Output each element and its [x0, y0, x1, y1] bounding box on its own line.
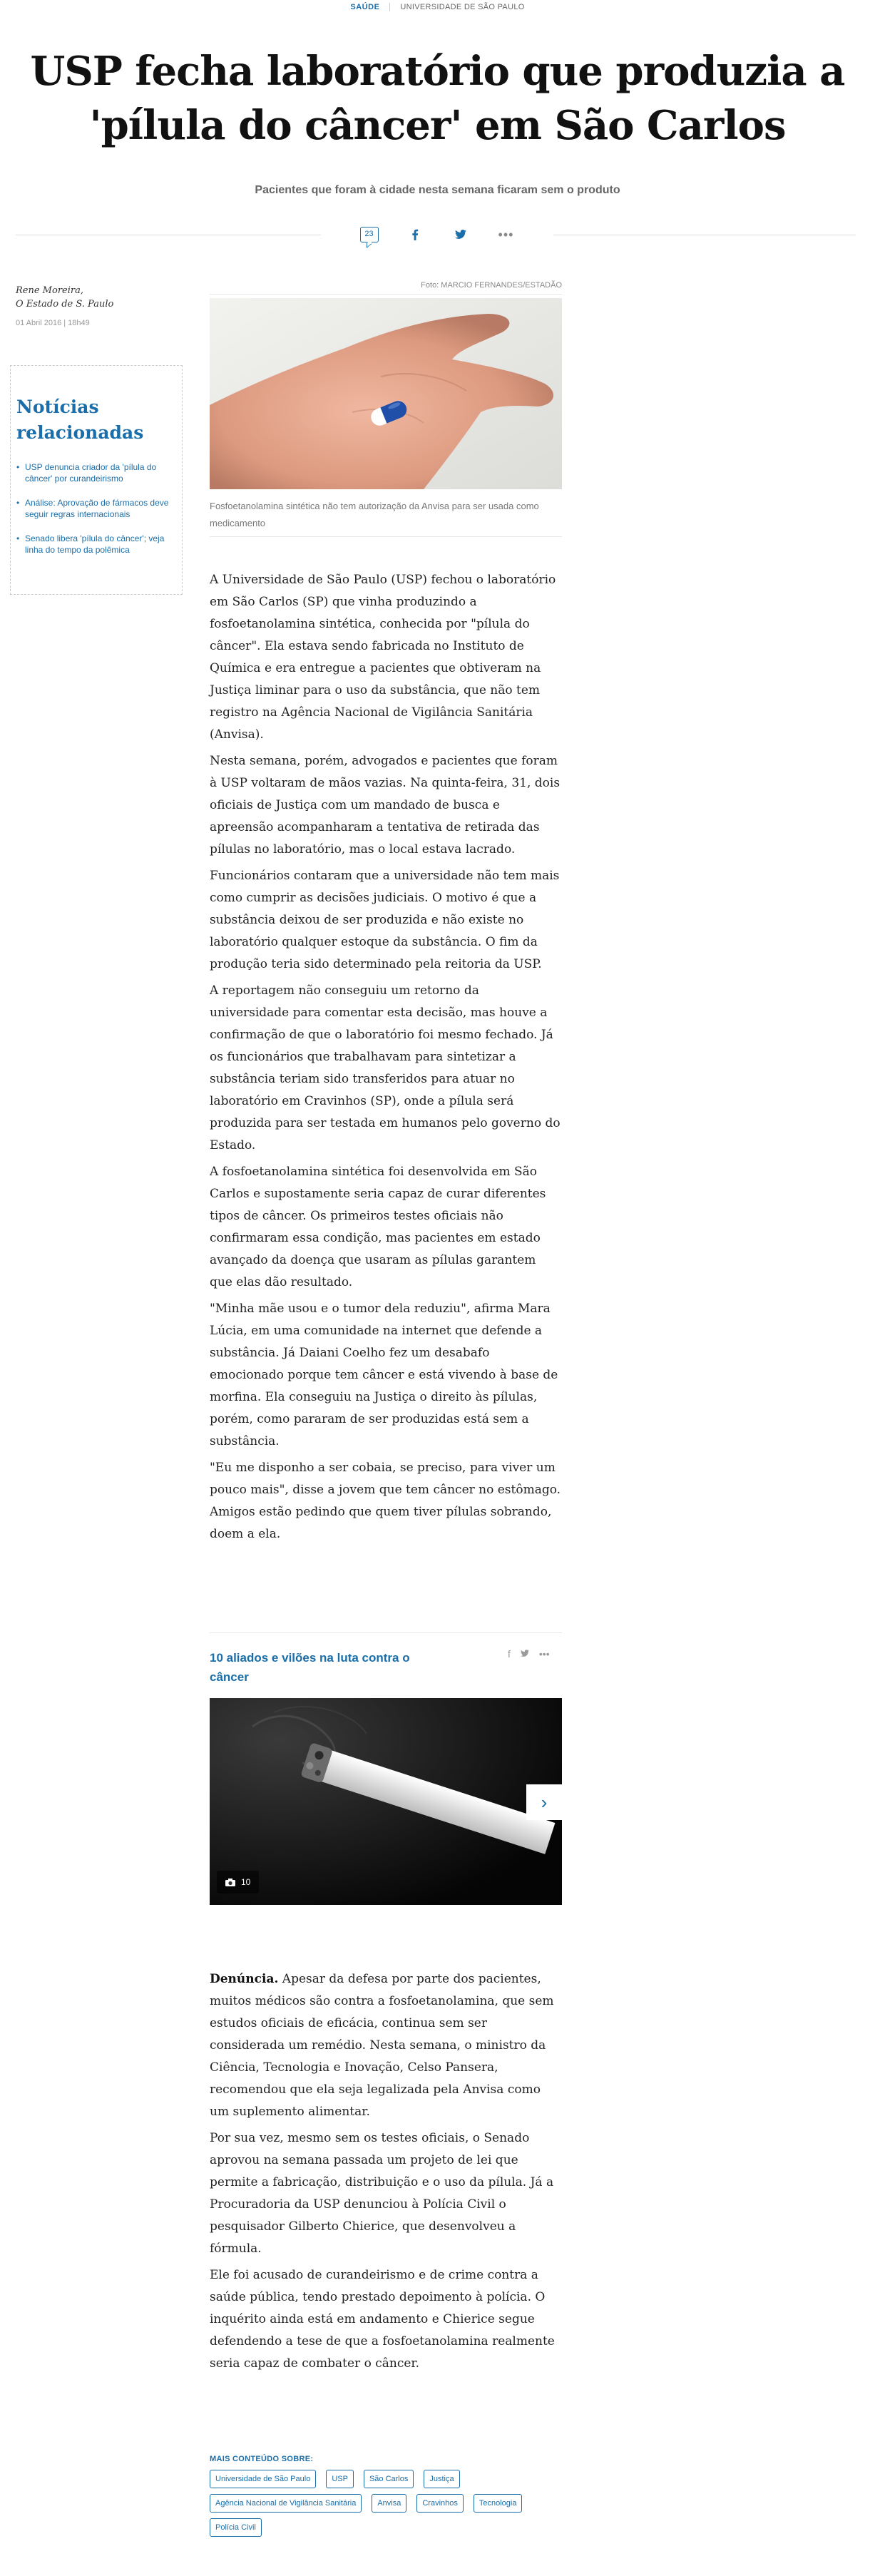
related-news-link[interactable]: • USP denuncia criador da 'pílula do câncer' por curandeirismo	[16, 461, 172, 484]
gallery-count: 10	[241, 1877, 251, 1887]
category-link[interactable]: SAÚDE	[350, 3, 380, 11]
photo-divider	[210, 294, 562, 295]
topic-tag[interactable]: Universidade de São Paulo	[210, 2470, 316, 2488]
topic-tag[interactable]: Polícia Civil	[210, 2518, 262, 2537]
article-paragraph: Nesta semana, porém, advogados e pacientes que foram à USP voltaram de mãos vazias. Na quinta-feira, 31, dois oficiais de Justiça com um mandado de busca e apreensão acompanharam a tentativa de retirada das pílulas no laboratório, mas o local estava lacrado.	[210, 754, 561, 857]
gallery-divider	[210, 1632, 562, 1633]
topic-tag[interactable]: USP	[326, 2470, 354, 2488]
article-headline	[0, 44, 875, 153]
breadcrumb-divider	[389, 3, 390, 11]
outlet-name: O Estado de S. Paulo	[16, 299, 114, 310]
comments-button[interactable]	[360, 225, 379, 244]
topic-link[interactable]: UNIVERSIDADE DE SÃO PAULO	[400, 3, 525, 11]
topic-tag[interactable]: São Carlos	[364, 2470, 414, 2488]
article-paragraph: A fosfoetanolamina sintética foi desenvolvida em São Carlos e supostamente seria capaz de curar diferentes tipos de câncer. Os primeiros testes oficiais não confirmaram essa condição, mas pacientes em estado avançado da doença que usaram as pílulas garantem que elas dão resultado.	[210, 1165, 546, 1289]
article-paragraph: Funcionários contaram que a universidade não tem mais como cumprir as decisões judiciais. O motivo é que a substância deixou de ser produzida e não existe no laboratório qualquer estoque da substância. O fim da produção teria sido determinado pela reitoria da USP.	[210, 869, 560, 971]
topic-tag[interactable]: Tecnologia	[474, 2494, 523, 2513]
article-paragraph: "Minha mãe usou e o tumor dela reduziu", afirma Mara Lúcia, em uma comunidade na internet que defende a substância. Já Daiani Coelho fez um desabafo emocionado porque tem câncer e está vivendo à base de morfina. Ela conseguiu na Justiça o direito às pílulas, porém, como pararam de ser produzidas está sem a substância.	[210, 1302, 558, 1448]
related-news-link[interactable]: • Senado libera 'pílula do câncer'; veja linha do tempo da polêmica	[16, 533, 172, 556]
more-icon[interactable]: •••	[538, 1648, 550, 1660]
more-share-button[interactable]	[497, 225, 516, 244]
topic-tags	[210, 2470, 580, 2537]
article-paragraph: "Eu me disponho a ser cobaia, se preciso, para viver um pouco mais", disse a jovem que tem câncer no estômago. Amigos estão pedindo que quem tiver pílulas sobrando, doem a ela.	[210, 1461, 561, 1541]
share-bar	[0, 225, 875, 244]
more-icon: •••	[498, 227, 514, 242]
cigarette-image	[210, 1698, 562, 1905]
article-paragraph	[210, 1968, 562, 2123]
facebook-icon	[411, 229, 419, 240]
article-subtitle: Pacientes que foram à cidade nesta semana ficaram sem o produto	[255, 184, 620, 196]
gallery-next-button[interactable]	[526, 1784, 562, 1820]
section-breadcrumb	[0, 0, 875, 14]
related-news-list	[16, 461, 172, 556]
more-content-label: MAIS CONTEÚDO SOBRE:	[210, 2455, 314, 2463]
section-lead-text: Apesar da defesa por parte dos pacientes, muitos médicos são contra a fosfoetanolamina, que sem estudos oficiais de eficácia, continua sem ser considerada um remédio. Nesta semana, o ministro da Ciência, Tecnologia e Inovação, Celso Pansera, recomendou que ela seja legalizada pela Anvisa como um suplemento alimentar.	[210, 1972, 554, 2119]
gallery-share	[508, 1648, 550, 1660]
article-body	[210, 569, 562, 1550]
article-paragraph: A Universidade de São Paulo (USP) fechou o laboratório em São Carlos (SP) que vinha produzindo a fosfoetanolamina sintética, conhecida por "pílula do câncer". Ela estava sendo fabricada no Instituto de Química e era entregue a pacientes que obtiveram na Justiça liminar para o uso da substância, que não tem registro na Agência Nacional de Vigilância Sanitária (Anvisa).	[210, 573, 556, 742]
caption-divider	[210, 536, 562, 537]
photo-credit: Foto: MARCIO FERNANDES/ESTADÃO	[421, 281, 562, 290]
gallery-title-link[interactable]: 10 aliados e vilões na luta contra o câncer	[210, 1651, 410, 1684]
headline-line-2: 'pílula do câncer' em São Carlos	[89, 102, 786, 149]
author-name: Rene Moreira,	[16, 285, 83, 296]
chevron-right-icon: ›	[541, 1791, 548, 1813]
gallery-count-badge	[217, 1871, 259, 1893]
twitter-share-button[interactable]	[451, 225, 470, 244]
article-paragraph: Por sua vez, mesmo sem os testes oficiais, o Senado aprovou na semana passada um projeto de lei que permite a fabricação, distribuição e o uso da pílula. Já a Procuradoria da USP denunciou à Polícia Civil o pesquisador Gilberto Chierice, que desenvolveu a fórmula.	[210, 2131, 554, 2256]
section-lead: Denúncia.	[210, 1972, 279, 1986]
publish-date: 01 Abril 2016 | 18h49	[16, 319, 90, 327]
related-news-link[interactable]: • Análise: Aprovação de fármacos deve seguir regras internacionais	[16, 497, 172, 520]
topic-tag[interactable]: Agência Nacional de Vigilância Sanitária	[210, 2494, 362, 2513]
related-news-title	[16, 394, 172, 446]
topic-tag[interactable]: Justiça	[424, 2470, 459, 2488]
comment-icon: 23	[360, 227, 379, 242]
hand-holding-pill-image	[210, 298, 562, 489]
article-paragraph: Ele foi acusado de curandeirismo e de crime contra a saúde pública, tendo prestado depoimento à polícia. O inquérito ainda está em andamento e Chierice segue defendendo a tese de que a fosfoetanolamina realmente seria capaz de combater o câncer.	[210, 2268, 555, 2371]
article-body-continued	[210, 1968, 562, 2379]
article-paragraph: A reportagem não conseguiu um retorno da universidade para comentar esta decisão, mas houve a confirmação de que o laboratório foi mesmo fechado. Já os funcionários que trabalhavam para sintetizar a substância teriam sido transferidos para atuar no laboratório em Cravinhos (SP), onde a pílula será produzida para ser testada em humanos pelo governo do Estado.	[210, 983, 561, 1152]
related-title-line-2: relacionadas	[16, 422, 144, 443]
related-news-box	[10, 365, 183, 595]
twitter-icon	[455, 230, 466, 240]
camera-icon	[225, 1879, 235, 1886]
photo-gallery[interactable]	[210, 1698, 562, 1905]
facebook-share-button[interactable]	[406, 225, 424, 244]
photo-caption: Fosfoetanolamina sintética não tem autorização da Anvisa para ser usada como medicamento	[210, 501, 539, 528]
topic-tag[interactable]: Cravinhos	[416, 2494, 464, 2513]
headline-line-1: USP fecha laboratório que produzia a	[30, 48, 845, 95]
topic-tag[interactable]: Anvisa	[372, 2494, 406, 2513]
related-title-line-1: Notícias	[16, 397, 99, 417]
facebook-icon[interactable]: f	[508, 1648, 511, 1660]
twitter-icon[interactable]	[521, 1648, 529, 1660]
byline	[16, 284, 113, 311]
lead-photo[interactable]	[210, 298, 562, 489]
